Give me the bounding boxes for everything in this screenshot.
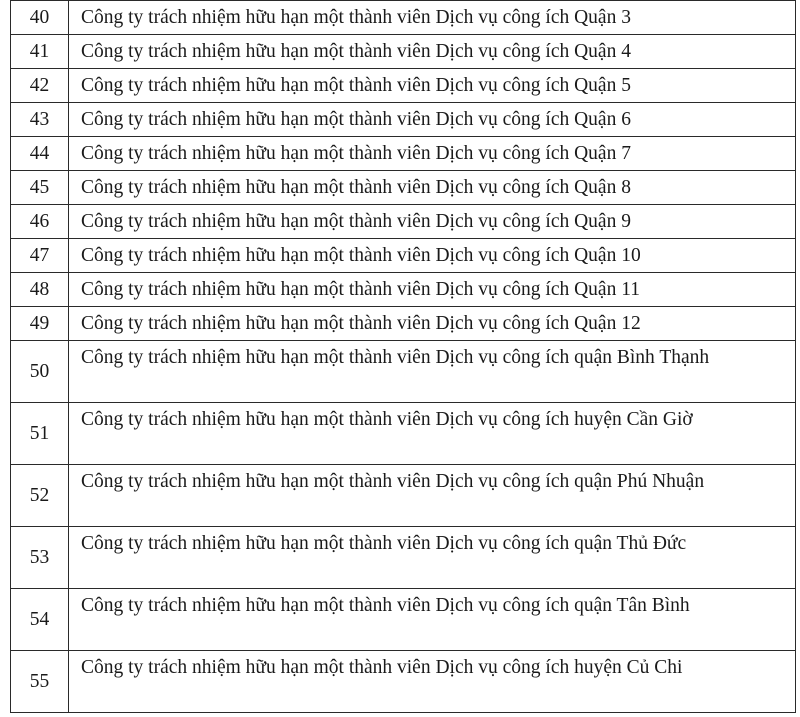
table-row: [11, 307, 796, 341]
table-row: [11, 137, 796, 171]
company-name: Công ty trách nhiệm hữu hạn một thành viên Dịch vụ công ích Quận 3: [69, 1, 796, 35]
row-number: 49: [11, 307, 69, 341]
row-number: 42: [11, 69, 69, 103]
table-row: [11, 69, 796, 103]
company-name: Công ty trách nhiệm hữu hạn một thành viên Dịch vụ công ích Quận 12: [69, 307, 796, 341]
row-number: 54: [11, 589, 69, 651]
table-row: [11, 171, 796, 205]
row-number: 52: [11, 465, 69, 527]
table-row: [11, 589, 796, 651]
company-name: Công ty trách nhiệm hữu hạn một thành viên Dịch vụ công ích huyện Cần Giờ: [69, 403, 796, 465]
row-number: 55: [11, 651, 69, 713]
table-row: [11, 651, 796, 713]
company-name: Công ty trách nhiệm hữu hạn một thành viên Dịch vụ công ích Quận 4: [69, 35, 796, 69]
table-row: [11, 465, 796, 527]
company-name: Công ty trách nhiệm hữu hạn một thành viên Dịch vụ công ích quận Phú Nhuận: [69, 465, 796, 527]
table-row: [11, 205, 796, 239]
table-row: [11, 103, 796, 137]
company-name: Công ty trách nhiệm hữu hạn một thành viên Dịch vụ công ích quận Bình Thạnh: [69, 341, 796, 403]
company-name: Công ty trách nhiệm hữu hạn một thành viên Dịch vụ công ích Quận 6: [69, 103, 796, 137]
row-number: 48: [11, 273, 69, 307]
table-row: [11, 1, 796, 35]
table-row: [11, 239, 796, 273]
table-row: [11, 527, 796, 589]
company-name: Công ty trách nhiệm hữu hạn một thành viên Dịch vụ công ích huyện Củ Chi: [69, 651, 796, 713]
company-name: Công ty trách nhiệm hữu hạn một thành viên Dịch vụ công ích Quận 7: [69, 137, 796, 171]
row-number: 41: [11, 35, 69, 69]
company-name: Công ty trách nhiệm hữu hạn một thành viên Dịch vụ công ích quận Tân Bình: [69, 589, 796, 651]
table-row: [11, 273, 796, 307]
row-number: 46: [11, 205, 69, 239]
company-name: Công ty trách nhiệm hữu hạn một thành viên Dịch vụ công ích Quận 10: [69, 239, 796, 273]
row-number: 40: [11, 1, 69, 35]
table-row: [11, 341, 796, 403]
company-name: Công ty trách nhiệm hữu hạn một thành viên Dịch vụ công ích quận Thủ Đức: [69, 527, 796, 589]
row-number: 47: [11, 239, 69, 273]
row-number: 50: [11, 341, 69, 403]
company-name: Công ty trách nhiệm hữu hạn một thành viên Dịch vụ công ích Quận 8: [69, 171, 796, 205]
company-list-table: [10, 0, 796, 713]
table-row: [11, 403, 796, 465]
row-number: 44: [11, 137, 69, 171]
company-name: Công ty trách nhiệm hữu hạn một thành viên Dịch vụ công ích Quận 9: [69, 205, 796, 239]
table-row: [11, 35, 796, 69]
row-number: 51: [11, 403, 69, 465]
row-number: 43: [11, 103, 69, 137]
row-number: 45: [11, 171, 69, 205]
row-number: 53: [11, 527, 69, 589]
company-name: Công ty trách nhiệm hữu hạn một thành viên Dịch vụ công ích Quận 5: [69, 69, 796, 103]
company-name: Công ty trách nhiệm hữu hạn một thành viên Dịch vụ công ích Quận 11: [69, 273, 796, 307]
